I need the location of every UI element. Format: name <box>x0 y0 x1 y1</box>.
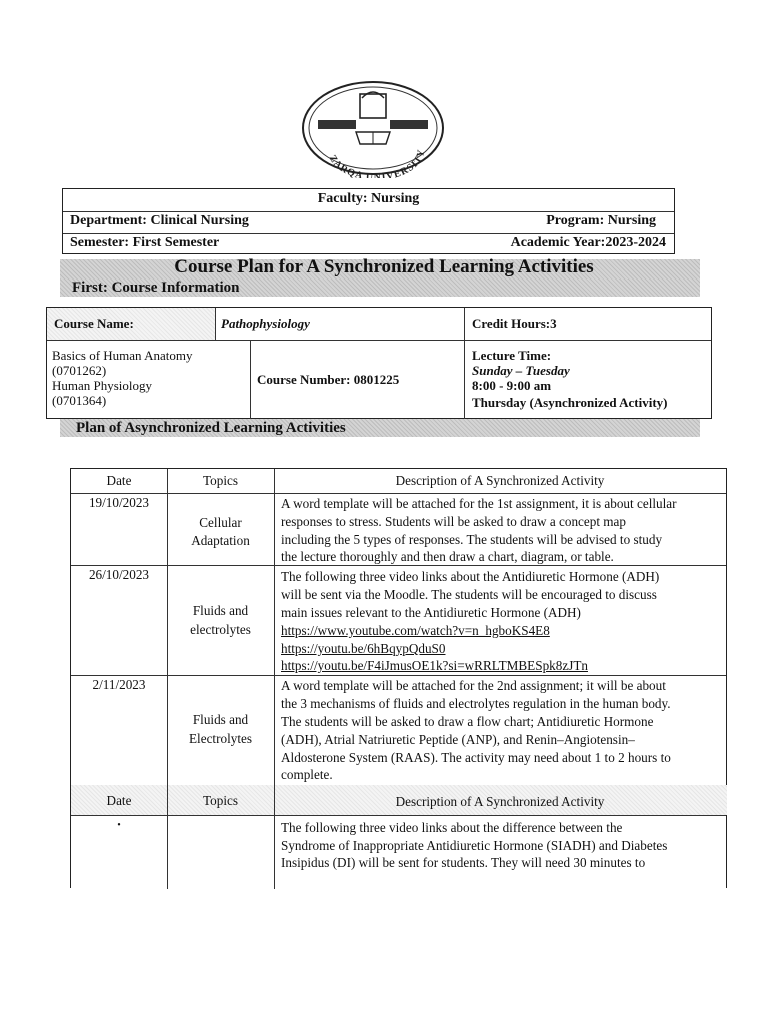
last-row-desc-line2: Syndrome of Inappropriate Antidiuretic Hormone (SIADH) and Diabetes <box>281 838 668 853</box>
prerequisite-1-code: (0701262) <box>52 363 107 378</box>
row3-desc-line1: A word template will be attached for the 2nd assignment; it will be about <box>281 678 666 693</box>
last-row-desc-line1: The following three video links about the difference between the <box>281 820 623 835</box>
svg-text:ZARQA UNIVERSITY: ZARQA UNIVERSITY <box>326 148 428 178</box>
row2-desc-line1: The following three video links about the Antidiuretic Hormone (ADH) <box>281 569 660 584</box>
row3-desc-line6: complete. <box>281 767 333 782</box>
row1-topic-line2: Adaptation <box>191 533 250 548</box>
prerequisite-2-code: (0701364) <box>52 393 107 408</box>
section-course-information: First: Course Information <box>60 279 700 297</box>
row1-desc-line4: the lecture thoroughly and then draw a chart, diagram, or table. <box>281 549 614 564</box>
academic-year-label: Academic Year:2023-2024 <box>510 235 666 250</box>
row1-date: 19/10/2023 <box>88 495 150 510</box>
prerequisite-2: Human Physiology <box>52 378 153 393</box>
row3-desc-line3: The students will be asked to draw a flow chart; Antidiuretic Hormone <box>281 714 654 729</box>
row2-video-link-3[interactable]: https://youtu.be/F4iJmusOE1k?si=wRRLTMBESpk8zJTn <box>281 658 588 673</box>
row1-desc-line1: A word template will be attached for the 1st assignment, it is about cellular <box>281 496 677 511</box>
lecture-hours: 8:00 - 9:00 am <box>472 378 552 393</box>
row2-desc-line3: main issues relevant to the Antidiuretic Hormone (ADH) <box>281 605 581 620</box>
repeat-header-date: Date <box>106 793 132 808</box>
lecture-time-label: Lecture Time: <box>472 348 552 363</box>
plan-table <box>70 468 727 888</box>
header-topics: Topics <box>203 473 238 488</box>
row1-topic-line1: Cellular <box>199 515 242 530</box>
row2-video-link-1[interactable]: https://www.youtube.com/watch?v=n_hgboKS4E8 <box>281 623 550 638</box>
prerequisite-1: Basics of Human Anatomy <box>52 348 193 363</box>
course-number: Course Number: 0801225 <box>257 372 400 387</box>
course-name-value: Pathophysiology <box>221 316 310 331</box>
row1-desc-line2: responses to stress. Students will be asked to draw a concept map <box>281 514 626 529</box>
row3-topic-line2: Electrolytes <box>189 731 252 746</box>
repeat-header-description: Description of A Synchronized Activity <box>395 794 605 809</box>
faculty-label: Faculty: Nursing <box>317 191 420 206</box>
section-plan-asynchronized: Plan of Asynchronized Learning Activities <box>60 419 700 437</box>
row2-topic-line2: electrolytes <box>190 622 251 637</box>
lecture-days: Sunday – Tuesday <box>472 363 570 378</box>
last-row-desc-line3: Insipidus (DI) will be sent for students. They will need 30 minutes to <box>281 855 646 870</box>
row3-date: 2/11/2023 <box>92 677 146 692</box>
last-row-date: • <box>117 820 121 831</box>
credit-hours: Credit Hours:3 <box>472 316 557 331</box>
program-label: Program: Nursing <box>546 213 656 228</box>
row2-date: 26/10/2023 <box>88 567 150 582</box>
university-logo <box>300 78 446 178</box>
async-day: Thursday (Asynchronized Activity) <box>472 395 668 410</box>
page-title: Course Plan for A Synchronized Learning Activities <box>174 256 594 277</box>
row3-desc-line2: the 3 mechanisms of fluids and electrolytes regulation in the human body. <box>281 696 671 711</box>
row1-desc-line3: including the 5 types of responses. The students will be advised to study <box>281 532 663 547</box>
row3-desc-line4: (ADH), Atrial Natriuretic Peptide (ANP), and Renin–Angiotensin– <box>281 732 635 747</box>
header-date: Date <box>106 473 132 488</box>
repeat-header-topics: Topics <box>203 793 238 808</box>
row3-desc-line5: Aldosterone System (RAAS). The activity may need about 1 to 2 hours to <box>281 750 671 765</box>
course-information-table <box>46 307 712 419</box>
faculty-header-box <box>62 188 675 254</box>
row3-topic-line1: Fluids and <box>192 712 249 727</box>
semester-label: Semester: First Semester <box>70 235 220 250</box>
row2-desc-line2: will be sent via the Moodle. The students will be encouraged to discuss <box>281 587 657 602</box>
course-name-label: Course Name: <box>54 316 134 331</box>
department-label: Department: Clinical Nursing <box>70 213 249 228</box>
row2-topic-line1: Fluids and <box>192 603 249 618</box>
row2-video-link-2[interactable]: https://youtu.be/6hBqypQduS0 <box>281 641 446 656</box>
header-description: Description of A Synchronized Activity <box>395 473 605 488</box>
